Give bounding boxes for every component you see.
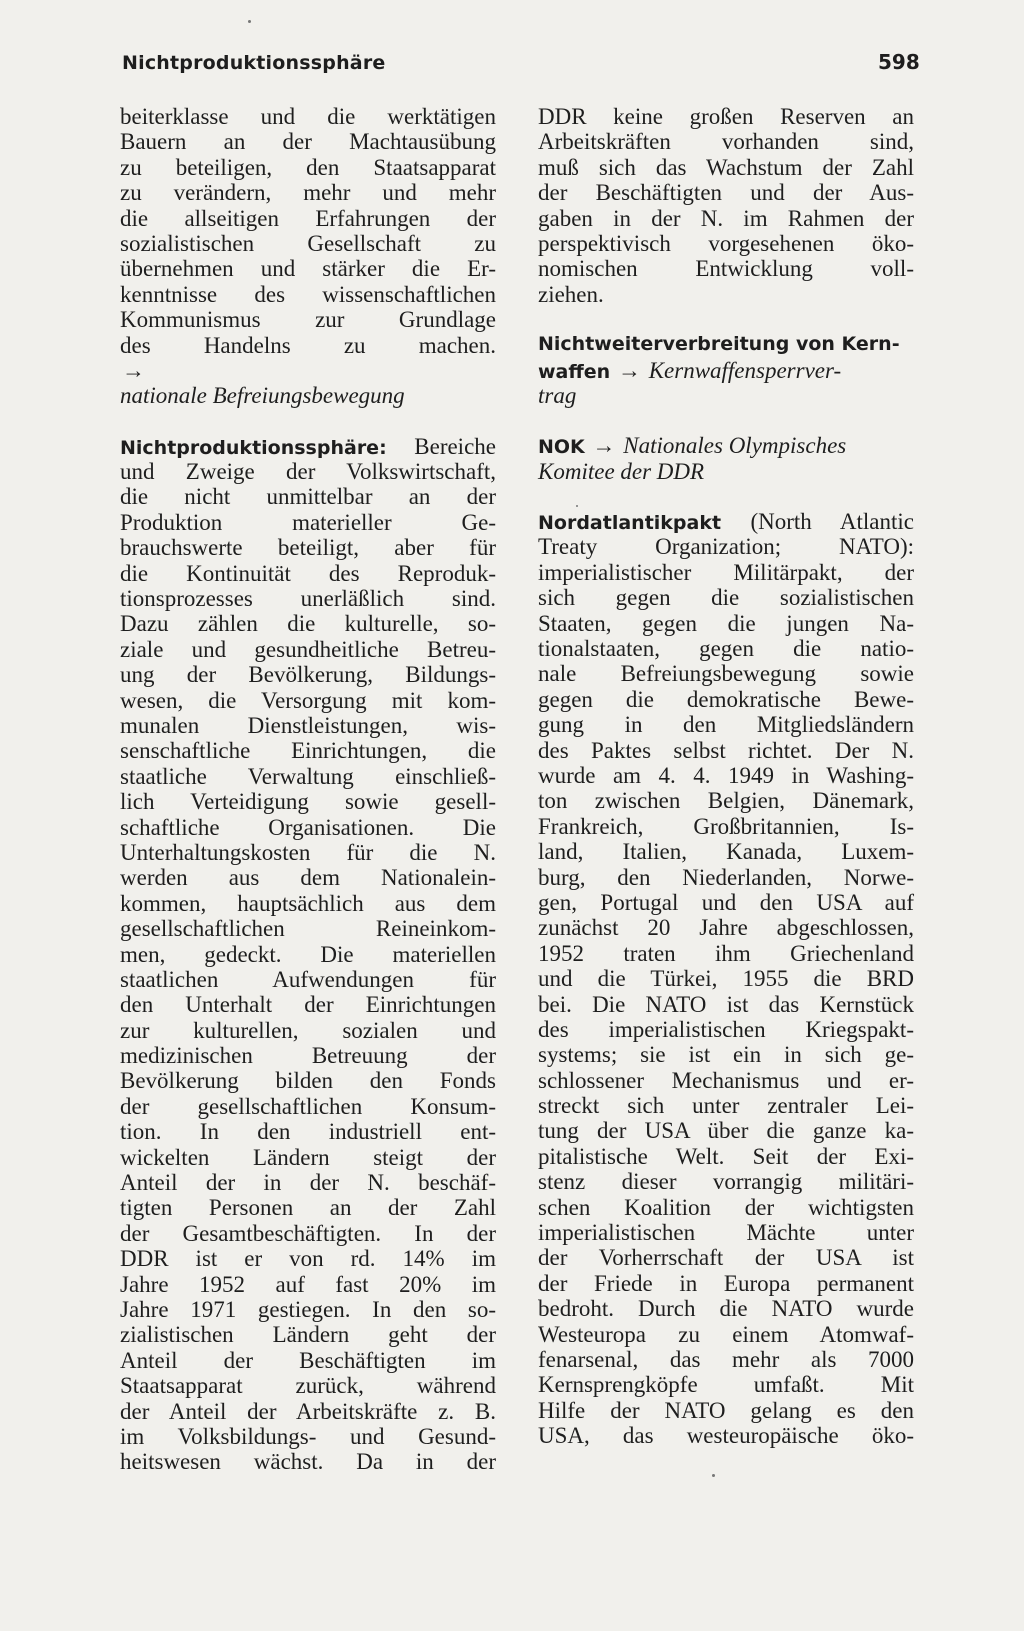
text-line: zu beteiligen, den Staatsapparat [120, 154, 496, 180]
text-line: der Vorherrschaft der USA ist [538, 1245, 914, 1271]
text-line: die allseitigen Erfahrungen der [120, 205, 496, 231]
text-line: und Zweige der Volkswirtschaft, [120, 459, 496, 485]
cross-reference[interactable]: Komitee der DDR [538, 458, 705, 484]
text-line: tung der USA über die ganze ka- [538, 1118, 914, 1144]
text-line: schaftliche Organisationen. Die [120, 814, 496, 840]
cross-reference[interactable]: trag [538, 382, 577, 408]
text-line: kenntnisse des wissenschaftlichen [120, 281, 496, 307]
entry-text: (North Atlantic [750, 509, 915, 535]
text-line: imperialistischer Militärpakt, der [538, 559, 914, 585]
text-line: medizinischen Betreuung der [120, 1043, 496, 1069]
text-line: imperialistischen Mächte unter [538, 1220, 914, 1246]
text-line: bei. Die NATO ist das Kernstück [538, 991, 914, 1017]
text-line: der Friede in Europa permanent [538, 1270, 914, 1296]
text-line: der gesellschaftlichen Konsum- [120, 1093, 496, 1119]
text-line: tigten Personen an der Zahl [120, 1195, 496, 1221]
entry-headword: NOK [538, 436, 585, 459]
continuation-paragraph [538, 104, 914, 307]
text-line: die nicht unmittelbar an der [120, 484, 496, 510]
text-line: der Anteil der Arbeitskräfte z. B. [120, 1398, 496, 1424]
text-line: men, gedeckt. Die materiellen [120, 941, 496, 967]
entry-text: Bereiche [414, 433, 496, 459]
text-line: des Paktes selbst richtet. Der N. [538, 737, 914, 763]
paper-speck [248, 20, 251, 23]
entry-first-line [120, 434, 496, 459]
text-line: Kernsprengköpfe umfaßt. Mit [538, 1372, 914, 1398]
text-line: schen Koalition der wichtigsten [538, 1194, 914, 1220]
text-line: DDR ist er von rd. 14% im [120, 1246, 496, 1272]
text-line: gen, Portugal und den USA auf [538, 889, 914, 915]
text-line: heitswesen wächst. Da in der [120, 1449, 496, 1475]
entry-headword: waffen [538, 360, 611, 383]
entry-reference-line [538, 358, 914, 383]
text-line: streckt sich unter zentraler Lei- [538, 1093, 914, 1119]
text-line: Westeuropa zu einem Atomwaf- [538, 1321, 914, 1347]
text-line: bedroht. Durch die NATO wurde [538, 1296, 914, 1322]
text-line: Anteil der Beschäftigten im [120, 1347, 496, 1373]
text-line: wickelten Ländern steigt der [120, 1144, 496, 1170]
entry-headword: Nichtproduktionssphäre: [120, 436, 387, 459]
text-line: burg, den Niederlanden, Norwe- [538, 864, 914, 890]
text-line: nale Befreiungsbewegung sowie [538, 661, 914, 687]
text-line: und die Türkei, 1955 die BRD [538, 966, 914, 992]
entry-reference-line [538, 433, 914, 458]
text-line: Kommunismus zur Grundlage [120, 307, 496, 333]
text-line: gesellschaftlichen Reineinkom- [120, 916, 496, 942]
text-line: Bevölkerung bilden den Fonds [120, 1068, 496, 1094]
text-line: lich Verteidigung sowie gesell- [120, 789, 496, 815]
entry-body [120, 459, 496, 1475]
left-column [120, 104, 496, 1475]
running-head: Nichtproduktionssphäre [122, 52, 386, 74]
entry-first-line [538, 509, 914, 534]
text-line: kommen, hauptsächlich aus dem [120, 890, 496, 916]
text-line: ziale und gesundheitliche Betreu- [120, 636, 496, 662]
text-line: den Unterhalt der Einrichtungen [120, 992, 496, 1018]
text-line: Arbeitskräften vorhanden sind, [538, 129, 914, 155]
text-line: perspektivisch vorgesehenen öko- [538, 230, 914, 256]
text-line: tionsprozesses unerläßlich sind. [120, 586, 496, 612]
page-number: 598 [878, 50, 920, 74]
text-line: nomischen Entwicklung voll- [538, 256, 914, 282]
text-line: ton zwischen Belgien, Dänemark, [538, 788, 914, 814]
text-line: gegen die demokratische Bewe- [538, 686, 914, 712]
text-line: des imperialistischen Kriegspakt- [538, 1016, 914, 1042]
text-line: tion. In den industriell ent- [120, 1119, 496, 1145]
text-line: Jahre 1952 auf fast 20% im [120, 1271, 496, 1297]
text-line: zunächst 20 Jahre abgeschlossen, [538, 915, 914, 941]
text-line: pitalistische Welt. Seit der Exi- [538, 1143, 914, 1169]
text-line: stenz dieser vorrangig militäri- [538, 1169, 914, 1195]
entry-body [538, 534, 914, 1448]
arrow-icon: → [122, 357, 145, 383]
entry-headword: Nordatlantikpakt [538, 512, 722, 535]
text-line: schlossener Mechanismus und er- [538, 1067, 914, 1093]
text-line: übernehmen und stärker die Er- [120, 256, 496, 282]
text-line: im Volksbildungs- und Gesund- [120, 1423, 496, 1449]
text-line: ung der Bevölkerung, Bildungs- [120, 662, 496, 688]
text-line: wurde am 4. 4. 1949 in Washing- [538, 762, 914, 788]
arrow-icon: → [617, 357, 641, 383]
text-line: Jahre 1971 gestiegen. In den so- [120, 1296, 496, 1322]
right-column [538, 104, 914, 1449]
text-line: zu verändern, mehr und mehr [120, 180, 496, 206]
text-line: 1952 traten ihm Griechenland [538, 940, 914, 966]
continuation-paragraph [120, 104, 496, 358]
text-line: die Kontinuität des Reproduk- [120, 560, 496, 586]
text-line: wesen, die Versorgung mit kom- [120, 687, 496, 713]
text-line: sozialistischen Gesellschaft zu [120, 230, 496, 256]
spacer [538, 484, 914, 509]
text-line: gung in den Mitgliedsländern [538, 712, 914, 738]
text-line: tionalstaaten, gegen die natio- [538, 636, 914, 662]
text-line: der Gesamtbeschäftigten. In der [120, 1220, 496, 1246]
text-line: Anteil der in der N. beschäf- [120, 1170, 496, 1196]
text-line: muß sich das Wachstum der Zahl [538, 154, 914, 180]
text-line: beiterklasse und die werktätigen [120, 104, 496, 129]
text-line: Dazu zählen die kulturelle, so- [120, 611, 496, 637]
text-line: staatliche Verwaltung einschließ- [120, 763, 496, 789]
text-line: Produktion materieller Ge- [120, 509, 496, 535]
text-line: fenarsenal, das mehr als 7000 [538, 1346, 914, 1372]
text-line: senschaftliche Einrichtungen, die [120, 738, 496, 764]
text-line: ziehen. [538, 281, 604, 307]
spacer [538, 408, 914, 433]
text-line: DDR keine großen Reserven an [538, 104, 914, 129]
text-line: werden aus dem Nationalein- [120, 865, 496, 891]
text-line: systems; sie ist ein in sich ge- [538, 1042, 914, 1068]
text-line: Unterhaltungskosten für die N. [120, 839, 496, 865]
text-line: der Beschäftigten und der Aus- [538, 180, 914, 206]
paper-speck [712, 1474, 715, 1477]
text-line: land, Italien, Kanada, Luxem- [538, 839, 914, 865]
arrow-icon: → [592, 433, 616, 459]
spacer [120, 409, 496, 434]
cross-reference-line [120, 358, 496, 383]
text-line: des Handelns zu machen. [120, 332, 496, 358]
text-line: staatlichen Aufwendungen für [120, 966, 496, 992]
cross-reference[interactable]: nationale Befreiungsbewegung [120, 383, 405, 409]
spacer [538, 307, 914, 332]
text-line: gaben in der N. im Rahmen der [538, 205, 914, 231]
text-line: Frankreich, Großbritannien, Is- [538, 813, 914, 839]
text-line: Staatsapparat zurück, während [120, 1373, 496, 1399]
text-line: zialistischen Ländern geht der [120, 1322, 496, 1348]
text-line: brauchswerte beteiligt, aber für [120, 535, 496, 561]
text-line: USA, das westeuropäische öko- [538, 1423, 914, 1449]
text-line: Staaten, gegen die jungen Na- [538, 610, 914, 636]
text-line: Hilfe der NATO gelang es den [538, 1397, 914, 1423]
text-line: munalen Dienstleistungen, wis- [120, 712, 496, 738]
entry-headword: Nichtweiterverbreitung von Kern- [538, 333, 900, 356]
text-line: Bauern an der Machtausübung [120, 129, 496, 155]
cross-reference[interactable]: Nationales Olympisches [623, 433, 847, 459]
text-line: sich gegen die sozialistischen [538, 585, 914, 611]
text-line: zur kulturellen, sozialen und [120, 1017, 496, 1043]
cross-reference[interactable]: Kernwaffensperrver- [648, 357, 842, 383]
text-line: Treaty Organization; NATO): [538, 534, 914, 560]
